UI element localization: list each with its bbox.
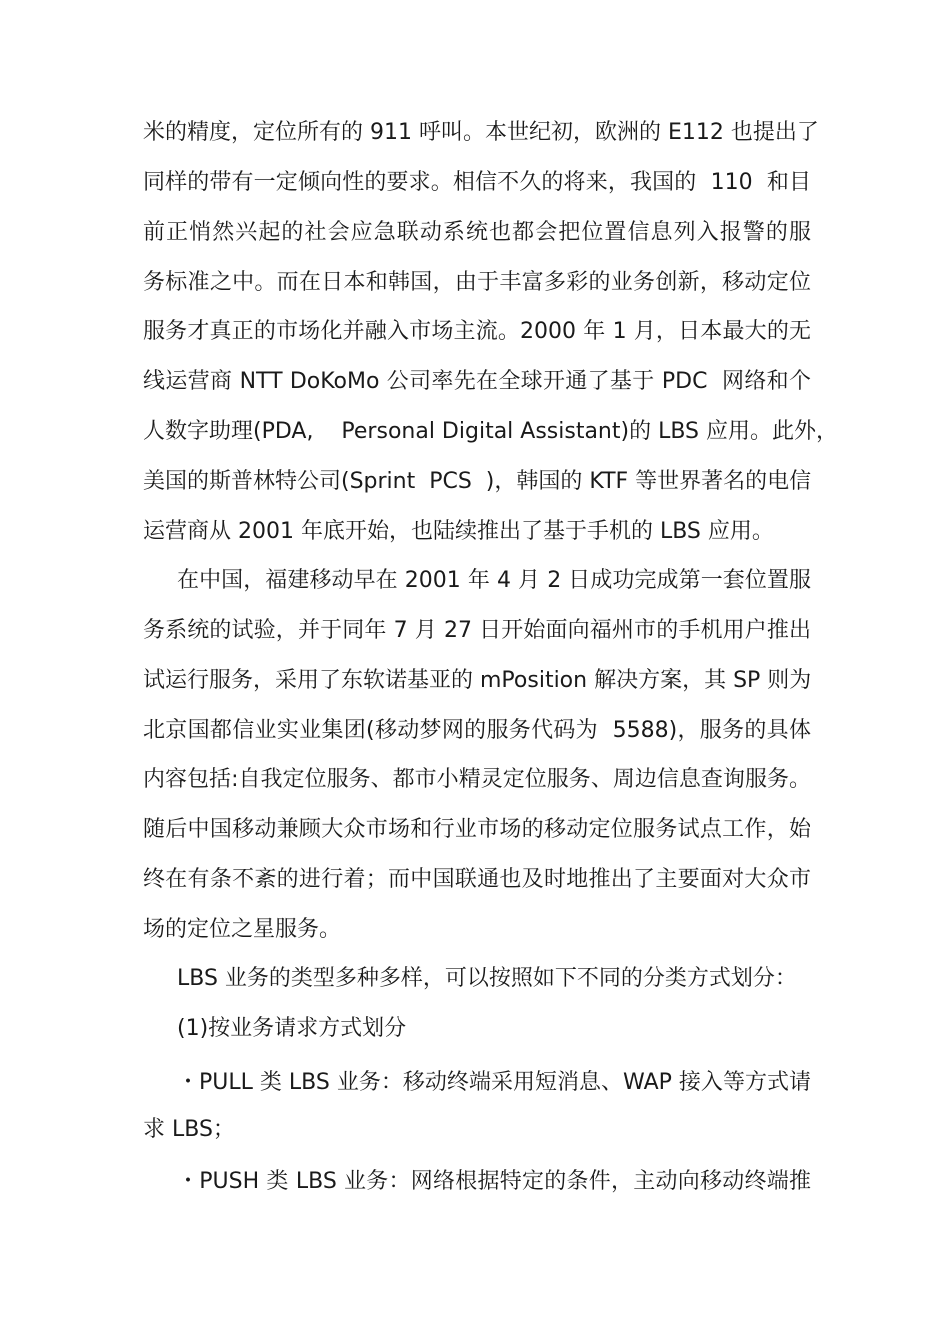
text-line: 人数字助理(PDA, Personal Digital Assistant)的 LBS 应用。此外， (143, 419, 838, 444)
paragraph-first-line: 在中国，福建移动早在 2001 年 4 月 2 日成功完成第一套位置服 (177, 568, 811, 593)
text-line: 场的定位之星服务。 (143, 917, 342, 942)
text-line: 试运行服务，采用了东软诺基亚的 mPosition 解决方案，其 SP 则为 (143, 668, 812, 693)
text-line: 随后中国移动兼顾大众市场和行业市场的移动定位服务试点工作，始 (143, 817, 811, 842)
text-line: 前正悄然兴起的社会应急联动系统也都会把位置信息列入报警的服 (143, 220, 811, 245)
text-line: 米的精度，定位所有的 911 呼叫。本世纪初，欧洲的 E112 也提出了 (143, 120, 819, 145)
text-line: 务系统的试验，并于同年 7 月 27 日开始面向福州市的手机用户推出 (143, 618, 811, 643)
text-line: 同样的带有一定倾向性的要求。相信不久的将来，我国的 110 和目 (143, 170, 811, 195)
text-line: 线运营商 NTT DoKoMo 公司率先在全球开通了基于 PDC 网络和个 (143, 369, 811, 394)
text-line: 内容包括:自我定位服务、都市小精灵定位服务、周边信息查询服务。 (143, 767, 811, 792)
text-line: 务标准之中。而在日本和韩国，由于丰富多彩的业务创新，移动定位 (143, 270, 811, 295)
list-heading: (1)按业务请求方式划分 (177, 1016, 407, 1041)
paragraph-first-line: LBS 业务的类型多种多样，可以按照如下不同的分类方式划分： (177, 966, 797, 991)
text-line: 服务才真正的市场化并融入市场主流。2000 年 1 月，日本最大的无 (143, 319, 811, 344)
text-line: 运营商从 2001 年底开始，也陆续推出了基于手机的 LBS 应用。 (143, 519, 774, 544)
text-line: 北京国都信业实业集团(移动梦网的服务代码为 5588)，服务的具体 (143, 718, 811, 743)
text-line: 求 LBS； (143, 1117, 235, 1142)
bullet-item: ・PUSH 类 LBS 业务：网络根据特定的条件，主动向移动终端推 (177, 1169, 811, 1194)
bullet-item: ・PULL 类 LBS 业务：移动终端采用短消息、WAP 接入等方式请 (177, 1070, 811, 1095)
text-line: 终在有条不紊的进行着；而中国联通也及时地推出了主要面对大众市 (143, 867, 811, 892)
text-line: 美国的斯普林特公司(Sprint PCS )，韩国的 KTF 等世界著名的电信 (143, 469, 812, 494)
